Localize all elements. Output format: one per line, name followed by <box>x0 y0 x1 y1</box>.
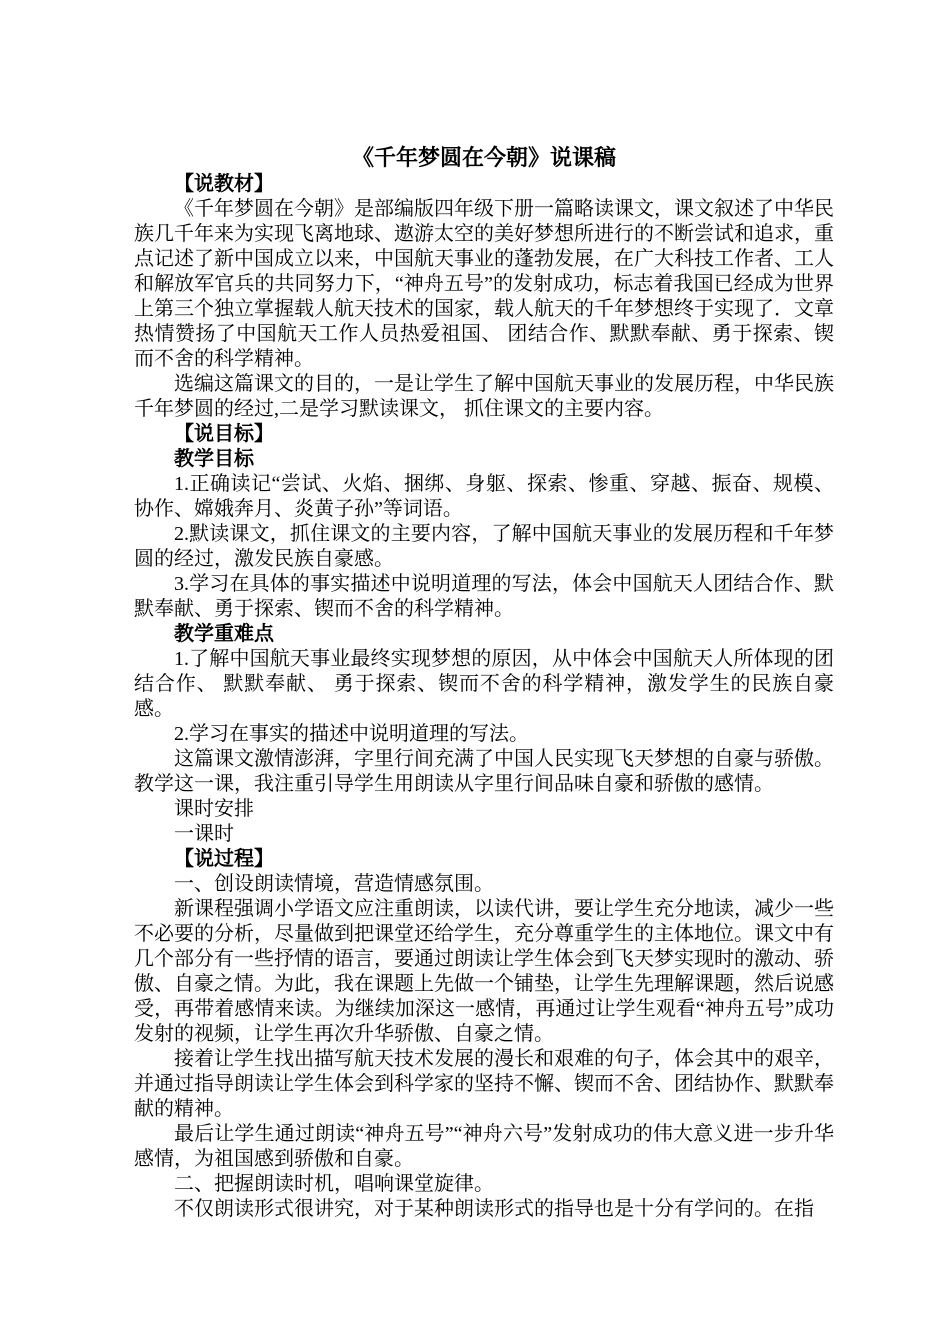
paragraph: 课时安排 <box>174 798 254 820</box>
paragraph: 一、创设朗读情境，营造情感氛围。 <box>174 873 494 895</box>
paragraph: 新课程强调小学语文应注重朗读，以读代讲，要让学生充分地读，减少一些不必要的分析，尽量做到把课堂还给学生，充分尊重学生的主体地位。课文中有几个部分有一些抒情的语言，要通过朗读让学生体会到飞天梦实现时的激动、骄傲、自豪之情。为此，我在课题上先做一个铺垫，让学生先理解课题，然后说感受，再带着感情来读。为继续加深这一感情，再通过让学生观看“神舟五号”成功发射的视频，让学生再次升华骄傲、自豪之情。 <box>134 898 834 1045</box>
paragraph: 最后让学生通过朗读“神舟五号”“神舟六号”发射成功的伟大意义进一步升华感情，为祖国感到骄傲和自豪。 <box>134 1123 834 1170</box>
paragraph: 一课时 <box>174 823 234 845</box>
paragraph: 2.默读课文，抓住课文的主要内容，了解中国航天事业的发展历程和千年梦圆的经过，激发民族自豪感。 <box>134 523 834 570</box>
section-heading: 【说教材】 <box>174 173 274 195</box>
document-title: 《千年梦圆在今朝》说课稿 <box>351 145 616 170</box>
section-heading: 教学目标 <box>174 448 254 470</box>
paragraph: 不仅朗读形式很讲究，对于某种朗读形式的指导也是十分有学问的。在指 <box>174 1198 814 1220</box>
section-heading: 教学重难点 <box>174 623 274 645</box>
paragraph: 《千年梦圆在今朝》是部编版四年级下册一篇略读课文，课文叙述了中华民族几千年来为实现飞离地球、遨游太空的美好梦想所进行的不断尝试和追求，重点记述了新中国成立以来，中国航天事业的蓬勃发展，在广大科技工作者、工人和解放军官兵的共同努力下，“神舟五号”的发射成功，标志着我国已经成为世界上第三个独立掌握载人航天技术的国家，载人航天的千年梦想终于实现了．文章热情赞扬了中国航天工作人员热爱祖国、 团结合作、默默奉献、勇于探索、锲而不舍的科学精神。 <box>134 198 834 370</box>
paragraph: 1.了解中国航天事业最终实现梦想的原因，从中体会中国航天人所体现的团结合作、 默默奉献、 勇于探索、锲而不舍的科学精神，激发学生的民族自豪感。 <box>134 648 834 720</box>
paragraph: 这篇课文激情澎湃，字里行间充满了中国人民实现飞天梦想的自豪与骄傲。教学这一课，我注重引导学生用朗读从字里行间品味自豪和骄傲的感情。 <box>134 748 834 795</box>
document-content <box>134 172 834 1222</box>
paragraph: 接着让学生找出描写航天技术发展的漫长和艰难的句子，体会其中的艰辛，并通过指导朗读让学生体会到科学家的坚持不懈、锲而不舍、团结协作、默默奉献的精神。 <box>134 1048 834 1120</box>
paragraph: 2.学习在事实的描述中说明道理的写法。 <box>174 723 529 745</box>
section-heading: 【说过程】 <box>174 848 274 870</box>
paragraph: 二、把握朗读时机，唱响课堂旋律。 <box>174 1173 494 1195</box>
section-heading: 【说目标】 <box>174 423 274 445</box>
paragraph: 选编这篇课文的目的，一是让学生了解中国航天事业的发展历程，中华民族千年梦圆的经过,二是学习默读课文， 抓住课文的主要内容。 <box>134 373 834 420</box>
paragraph: 3.学习在具体的事实描述中说明道理的写法，体会中国航天人团结合作、默默奉献、勇于探索、锲而不舍的科学精神。 <box>134 573 834 620</box>
paragraph: 1.正确读记“尝试、火焰、捆绑、身躯、探索、惨重、穿越、振奋、规模、协作、嫦娥奔月、炎黄子孙”等词语。 <box>134 473 834 520</box>
document-page <box>134 143 834 1222</box>
